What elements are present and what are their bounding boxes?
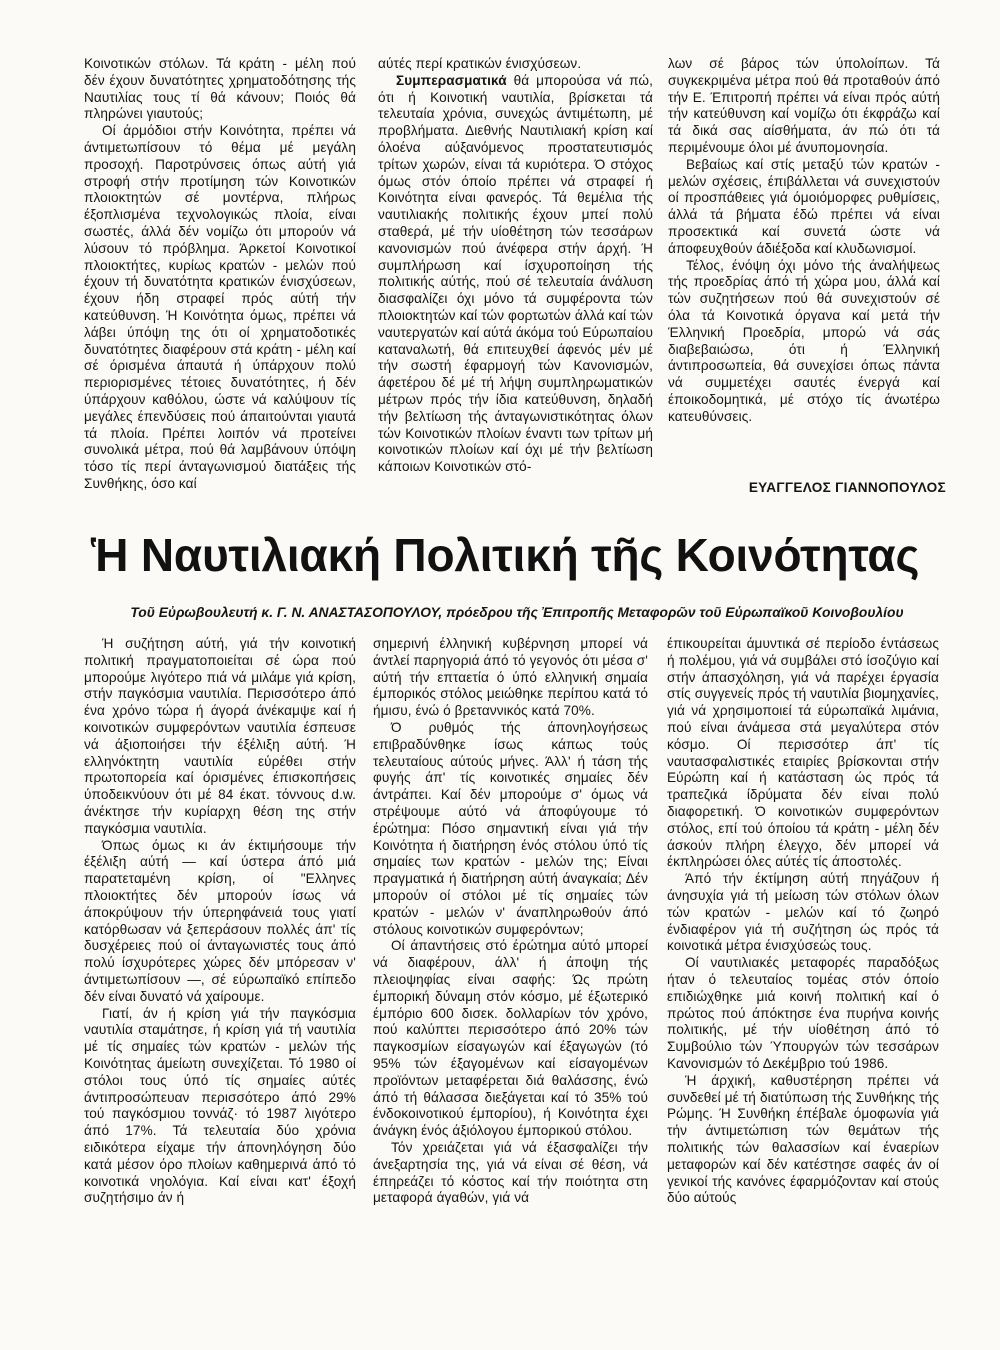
paragraph: Ή άρχική, καθυστέρηση πρέπει νά συνδεθεί μέ τή διατύπωση τής Συνθήκης τής Ρώμης. Ή Συνθήκη έπέβαλε όμοφωνία γιά τήν άντιμετώπιση τών θεμάτων τής πολιτικής τών θαλασσίων καί έναερίων μεταφορών καί δέν κατέστησε σαφές άν οί γενικοί τής κανόνες έφαρμόζονταν καί στούς δύο αύτούς bbox=[667, 1072, 939, 1206]
article-headline: Ἡ Ναυτιλιακή Πολιτική τῆς Κοινότητας bbox=[90, 529, 920, 581]
paragraph: Οί ναυτιλιακές μεταφορές παραδόξως ήταν ό τελευταίος τομέας στόν όποίο επιδιώχθηκε μιά κοινή πολιτική καί ό πρώτος πού άπόκτησε ένα πυρήνα κοινής πολιτικής, μέ τήν υίοθέτηση άπό τό Συμβούλιο τών Ύπουργών τών τεσσάρων Κανονισμών τό Δεκέμβριο τού 1986. bbox=[667, 955, 939, 1071]
article-column-3 bbox=[667, 636, 939, 1207]
previous-article-column-1 bbox=[84, 56, 356, 493]
paragraph-text: θά μπορούσα νά πώ, ότι ή Κοινοτική ναυτιλία, βρίσκεται τά τελευταία χρόνια, συνεχώς άντιμέτωπη, μέ προβλήματα. Διεθνής Ναυτιλιακή κρίση καί όλοένα αύξανόμενος προστατευτισμός τρίτων χωρών, είναι τά κυριότερα. Ό στόχος όμως στόν όποίο πρέπει νά στραφεί ή Κοινότητα είναι φανερός. Τά θεμέλια τής ναυτιλιακής πολιτικής έχουν μπεί πολύ σταθερά, μέ τήν υίοθέτηση τών τεσσάρων κανονισμών πού άνέφερα στήν άρχή. Ή συμπλήρωση καί ίσχυροποίηση τής πολιτικής αύτής, πού σέ τελευταία άνάλυση διασφαλίζει όχι μόνο τά συμφέροντα τών πλοιοκτητών καί τών φορτωτών άλλά καί τών ναυτεργατών καί αύτά άκόμα τού Εύρωπαίου καταναλωτή, θά επιτευχθεί άφενός μέν μέ τήν σωστή έφαρμογή τών Κανονισμών, άφετέρου δέ μέ τή λήψη συμπληρωματικών μέτρων πρός τήν ίδια κατεύθυνση, δηλαδή τήν βελτίωση τής άνταγωνιστικότητας όλων τών Κοινοτικών πλοίων έναντι των τρίτων μή κοινοτικών πλοίων καί όχι μέ τήν βελτίωση κάποιων Κοινοτικών στό- bbox=[378, 72, 653, 475]
paragraph: Όπως όμως κι άν έκτιμήσουμε τήν έξέλιξη αύτή — καί ύστερα άπό μιά παρατεταμένη κρίση, οί "Ελληνες πλοιοκτήτες δέν μπορούν ίσως νά άποκρύψουν τήν ύπερηφάνειά τους γιατί κατόρθωσαν νά ξεπεράσουν πολλές άπ' τίς δυσχέρειες πού οί άνταγωνιστές τους άπό πολύ ίσχυρότερες χώρες δέν μπόρεσαν ν' άντιμετωπίσουν —, σέ εύρωπαϊκό επίπεδο δέν είναι δυνατό νά χαίρουμε. bbox=[84, 837, 356, 1004]
paragraph: λων σέ βάρος τών ύπολοίπων. Τά συγκεκριμένα μέτρα πού θά προταθούν άπό τήν Ε. Έπιτροπή πρέπει νά είναι πρός αύτή τήν κατεύθυνση καί νομίζω ότι έκφράζω καί τά δικά σας αίσθήματα, άν πώ ότι τά περιμένουμε όλοι μέ άνυπομονησία. bbox=[668, 56, 940, 155]
paragraph: Οί άρμόδιοι στήν Κοινότητα, πρέπει νά άντιμετωπίσουν τό θέμα μέ μεγάλη προσοχή. Παροτρύνσεις όπως αύτή γιά στροφή στήν προτίμηση τών Κοινοτικών πλοιοκτητών σέ μοντέρνα, πλήρως έξοπλισμένα τεχνολογικώς πλοία, είναι σωστές, άλλά δέν νομίζω ότι μπορούν νά λύσουν τό πρόβλημα. Άρκετοί Κοινοτικοί πλοιοκτήτες, κυρίως κρατών - μελών πού έχουν τή δυνατότητα κρατικών ένισχύσεων, έχουν ήδη στραφεί πρός αύτή τήν κατεύθυνση. Ή Κοινότητα όμως, πρέπει νά λάβει ύπόψη της ότι οί χρηματοδοτικές δυνατότητες διαφέρουν στά κράτη - μέλη καί σέ όρισμένα άπαυτά ή ύπάρχουν πολύ περιορισμένες τέτοιες δυνατότητες, ή δέν ύπάρχουν καθόλου, ώστε νά καλύψουν τίς μεγάλες έπενδύσεις πού άπαιτούνται γιαυτά τά πλοία. Πρέπει λοιπόν νά προτείνει συνολικά μέτρα, πού θά λαμβάνουν ύπόψη τόσο τίς περί άνταγωνισμού διατάξεις τής Συνθήκης, όσο καί bbox=[84, 123, 356, 491]
paragraph: Γιατί, άν ή κρίση γιά τήν παγκόσμια ναυτιλία σταμάτησε, ή κρίση γιά τή ναυτιλία μέ τίς σημαίες τών κρατών - μελών τής Κοινότητας άμείωτη συνεχίζεται. Τό 1980 οί στόλοι τους ύπό τίς σημαίες αύτές άντιπροσώπευαν περισσότερο άπό 29% τού παγκόσμιου τοννάζ· τό 1987 λιγότερο άπό 17%. Τά τελευταία δύο χρόνια ειδικότερα είχαμε τήν άπονηλόγηση δύο κατά μέσον όρο πλοίων καθημερινά άπό τό κοινοτικά νηολόγια. Καί είναι κατ' έξοχή συζητήσιμο άν ή bbox=[84, 1005, 356, 1206]
paragraph: Ή συζήτηση αύτή, γιά τήν κοινοτική πολιτική πραγματοποιείται σέ ώρα πού μπορούμε λιγότερο πιά νά μιλάμε γιά κρίση, στήν παγκόσμια ναυτιλία. Περισσότερο άπό ένα χρόνο τώρα ή άγορά άνέκαμψε καί ή κοινοτικών συμφερόντων ναυτιλία έσπευσε νά άξιοποιήσει τήν έξέλιξη αύτή. Ή ελληνόκτητη ναυτιλία εύρέθει στήν πρωτοπορεία καί όρισμένες έπισκοπήσεις ύποδεικνύουν ότι μέ 84 έκατ. τόννους d.w. άνέκτησε τήν κυρίαρχη θέση της στήν παγκόσμια ναυτιλία. bbox=[84, 636, 356, 836]
article-column-2 bbox=[373, 636, 648, 1207]
previous-article-column-3 bbox=[668, 56, 940, 426]
lead-word: Συμπερασματικά bbox=[396, 72, 507, 88]
paragraph: Τέλος, ένόψη όχι μόνο τής άναλήψεως τής προεδρίας άπό τή χώρα μου, άλλά καί τών συζητήσεων πού θά συνεχιστούν σέ όλα τά Κοινοτικά όργανα καί μετά τήν Έλληνική Προεδρία, μπορώ νά σάς διαβεβαιώσω, ότι ή Έλληνική άντιπροσωπεία, θά συνεχίσει όπως πάντα νά συμμετέχει σαυτές ένεργά καί έποικοδομητικά, μέ στόχο τίς άνωτέρω κατευθύνσεις. bbox=[668, 257, 940, 424]
paragraph: αύτές περί κρατικών ένισχύσεων. bbox=[378, 56, 582, 71]
paragraph: έπικουρείται άμυντικά σέ περίοδο έντάσεως ή πολέμου, γιά νά συμβάλει στό ίσοζύγιο καί στήν άπασχόληση, γιά νά παρέχει έργασία στίς συγγενείς πρός τή ναυτιλία βιομηχανίες, γιά νά χρησιμοποιεί τά εύρωπαϊκά λιμάνια, πού είναι άνάμεσα στά μεγαλύτερα στόν κόσμο. Οί περισσότερ άπ' τίς ναυτασφαλιστικές εταιρίες βρίσκονται στήν Εύρώπη καί ή κατάσταση ώς πρός τά τραπεζικά ίδρύματα δέν είναι πολύ διαφορετική. Ό κοινοτικών συμφερόντων στόλος, επί τού όποίου τά κράτη - μέλη δέν άσκούν πλήρη έλεγχο, δέν μπορεί νά έκπληρώσει όλες αύτές τίς άποστολές. bbox=[667, 636, 939, 870]
paragraph bbox=[378, 73, 653, 476]
previous-article-column-2 bbox=[378, 56, 653, 476]
paragraph: Βεβαίως καί στίς μεταξύ τών κρατών - μελών σχέσεις, έπιβάλλεται νά συνεχιστούν οί προσπάθειες γιά όμοιόμορφες ρυθμίσεις, άλλά τά βήματα έδώ πρέπει νά είναι προσεκτικά καί συνετά ώστε νά άποφευχθούν άδιέξοδα καί κλυδωνισμοί. bbox=[668, 156, 940, 256]
article-byline: Τοῦ Εὐρωβουλευτή κ. Γ. Ν. ΑΝΑΣΤΑΣΟΠΟΥΛΟΥ, πρόεδρου τῆς Ἐπιτροπῆς Μεταφορῶν τοῦ Εὐρωπαϊκοῦ Κοινοβουλίου bbox=[130, 605, 904, 620]
paragraph: Κοινοτικών στόλων. Τά κράτη - μέλη πού δέν έχουν δυνατότητες χρηματοδότησης τής Ναυτιλίας τους τί θά κάνουν; Ποιός θά πληρώνει γιαυτούς; bbox=[84, 56, 356, 122]
author-signature: ΕΥΑΓΓΕΛΟΣ ΓΙΑΝΝΟΠΟΥΛΟΣ bbox=[748, 480, 946, 495]
paragraph: Οί άπαντήσεις στό έρώτημα αύτό μπορεί νά διαφέρουν, άλλ' ή άποψη τής πλειοψηφίας είναι σαφής: Ώς πρώτη έμπορική δύναμη στόν κόσμο, μέ έξωτερικό έμπόριο 600 δισεκ. δολλαρίων τόν χρόνο, πού καλύπτει περισσότερο άπό 20% τών παγκοσμίων είσαγωγών καί έξαγωγών (τό 95% τών έξαγομένων καί είσαγομένων προϊόντων μεταφέρεται διά θαλάσσης, ένώ άπό τή θάλασσα διεξάγεται καί τό 35% τού ένδοκοινοτικού έμπορίου), ή Κοινότητα έχει άνάγκη ένός άξιόλογου έμπορικού στόλου. bbox=[373, 938, 648, 1139]
article-column-1 bbox=[84, 636, 356, 1207]
paragraph: Άπό τήν έκτίμηση αύτή πηγάζουν ή άνησυχία γιά τή μείωση τών στόλων όλων τών κρατών - μελών καί τό ζωηρό ένδιαφέρον γιά τή συζήτηση ώς πρός τά κοινοτικά μέτρα ένισχύσεώς τους. bbox=[667, 871, 939, 954]
paragraph: σημερινή έλληνική κυβέρνηση μπορεί νά άντλεί παρηγοριά άπό τό γεγονός ότι μέσα σ' αύτή τήν επταετία ό ύπό ελληνική σημαία έμπορικός στόλος μειώθηκε περίπου κατά τό ήμισυ, ένώ ό βρεταννικός κατά 70%. bbox=[373, 636, 648, 719]
paragraph: Ό ρυθμός τής άπονηλογήσεως επιβραδύνθηκε ίσως κάπως τούς τελευταίους αύτούς μήνες. Άλλ' ή τάση τής φυγής άπ' τίς κοινοτικές σημαίες δέν άντράπει. Καί δέν μπορούμε σ' όμως νά στρέψουμε αύτό νά άποφύγουμε τό έρώτημα: Πόσο σημαντική είναι γιά τήν Κοινότητα ή διατήρηση ένός στόλου ύπό τίς σημαίες των κρατών - μελών της; Είναι πραγματικά ή διατήρηση αύτή άναγκαία; Δέν μπορούν οί στόλοι μέ τίς σημαίες τών κρατών - μελών ν' άναπληρωθούν άπό στόλους κοινοτικών συμφερόντων; bbox=[373, 719, 648, 937]
paragraph: Τόν χρειάζεται γιά νά έξασφαλίζει τήν άνεξαρτησία της, γιά νά είναι σέ θέση, νά έπηρεάζει τό κόστος καί τήν ποιότητα στη μεταφορά άγαθών, γιά νά bbox=[373, 1139, 648, 1206]
